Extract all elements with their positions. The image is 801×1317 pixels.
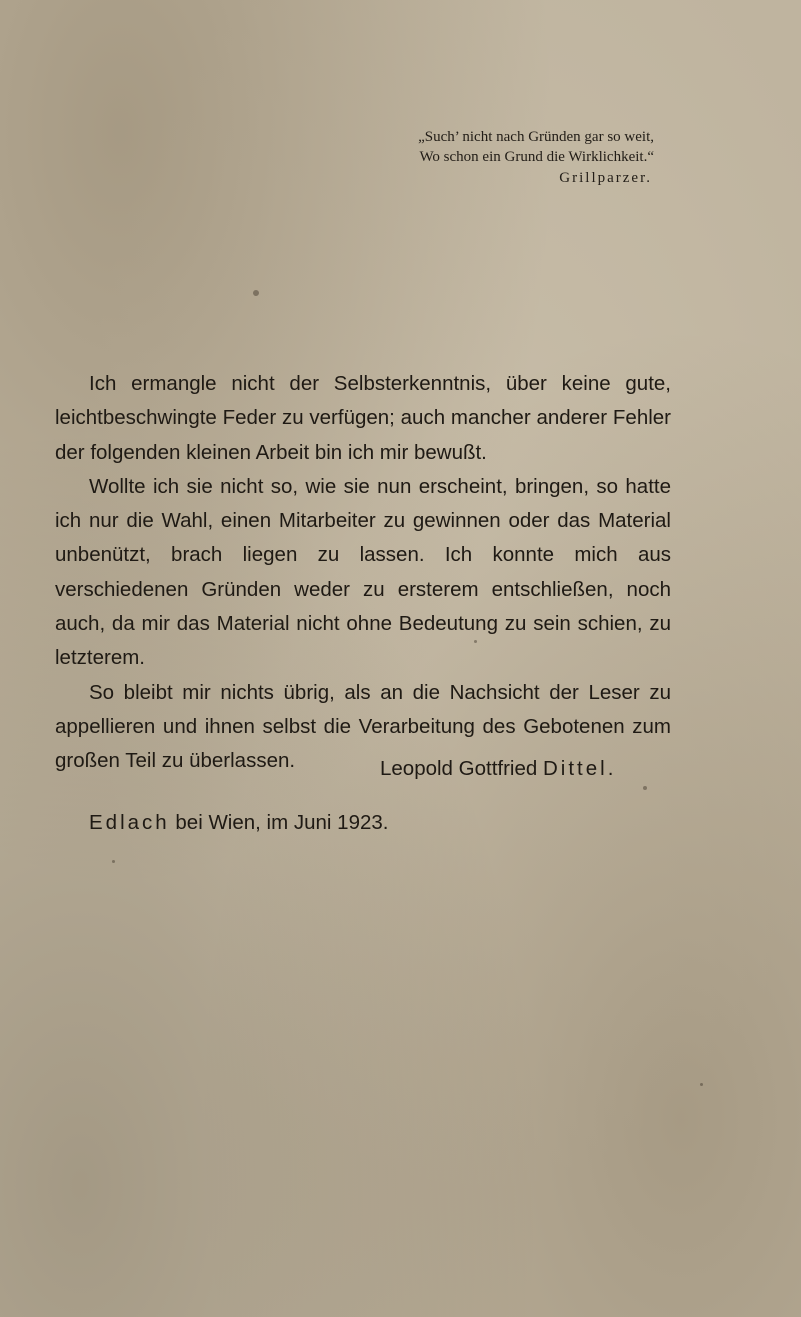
paper-speck [253,290,259,296]
place-and-date [89,808,388,838]
author-signature [380,754,616,784]
preface-paragraph-1: Ich ermangle nicht der Selbsterkenntnis, über keine gute, leichtbeschwingte Feder zu verfügen; auch mancher anderer Fehler der folgenden kleinen Arbeit bin ich mir bewußt. [55,372,671,464]
preface-paragraph-2: Wollte ich sie nicht so, wie sie nun erscheint, bringen, so hatte ich nur die Wahl, einen Mitarbeiter zu gewinnen oder das Material unbenützt, brach liegen zu lassen. Ich konnte mich aus verschiedenen Gründen weder zu ersterem entschließen, noch auch, da mir das Material nicht ohne Bedeutung zu sein schien, zu letzterem. [55,474,671,670]
epigraph [0,127,654,188]
preface-body [55,367,671,779]
epigraph-author: Grillparzer. [559,170,652,186]
epigraph-line-2: Wo schon ein Grund die Wirklichkeit.“ [419,149,654,165]
place-name: Edlach [89,811,170,834]
paper-speck [643,786,647,790]
author-surname: Dittel. [542,757,617,780]
paper-speck [474,640,477,643]
preface-paragraph-3: So bleibt mir nichts übrig, als an die Nachsicht der Leser zu appellieren und ihnen selbst die Verarbeitung des Gebotenen zum großen Teil zu überlassen. [55,680,671,773]
date-text: bei Wien, im Juni 1923. [175,811,389,834]
author-given-names: Leopold Gottfried [380,757,538,780]
epigraph-line-1: „Such’ nicht nach Gründen gar so weit, [418,129,654,145]
paper-speck [700,1083,703,1086]
paper-speck [112,860,115,863]
